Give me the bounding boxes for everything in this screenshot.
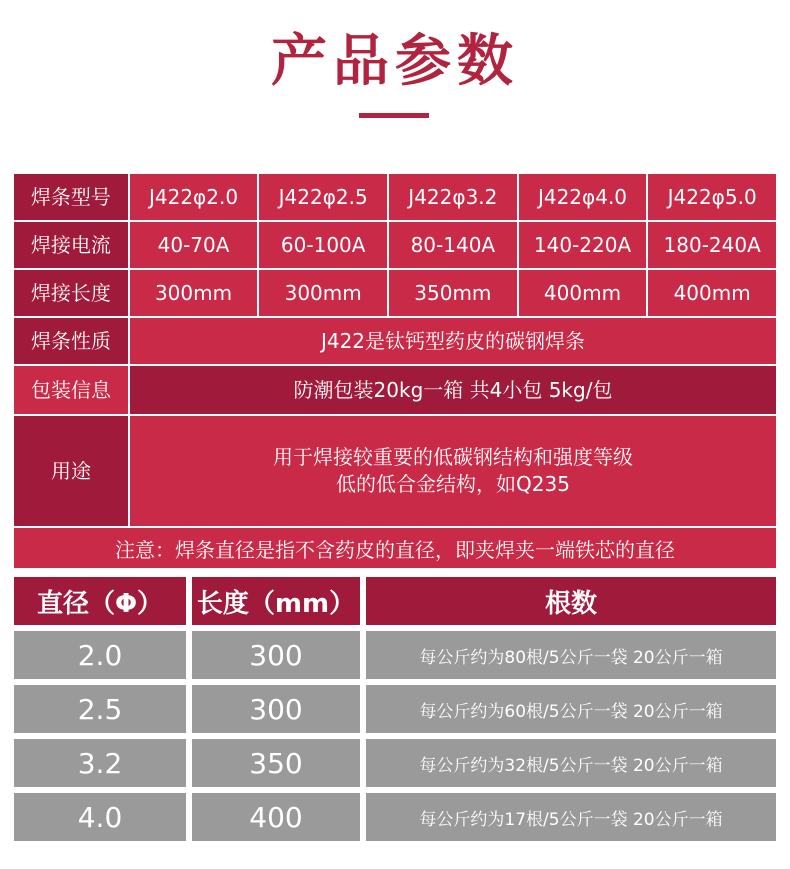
- length-cell: 350: [192, 739, 360, 787]
- model-value: J422φ3.2: [389, 174, 517, 220]
- model-value: J422φ2.5: [259, 174, 387, 220]
- model-value: J422φ2.0: [130, 174, 258, 220]
- spec-table: [14, 174, 776, 568]
- count-cell: 每公斤约为60根/5公斤一袋 20公斤一箱: [366, 685, 776, 733]
- spec-row-model: [14, 174, 776, 220]
- col-header-count: 根数: [366, 577, 776, 625]
- usage-label: 用途: [14, 416, 128, 526]
- current-value: 140-220A: [519, 222, 647, 268]
- length-value: 300mm: [259, 270, 387, 316]
- table-row: [14, 793, 776, 841]
- nature-value: J422是钛钙型药皮的碳钢焊条: [130, 318, 776, 364]
- count-cell: 每公斤约为32根/5公斤一袋 20公斤一箱: [366, 739, 776, 787]
- usage-value: [130, 416, 776, 526]
- table-row: [14, 685, 776, 733]
- current-value: 60-100A: [259, 222, 387, 268]
- title-underline: [359, 113, 429, 118]
- spec-row-usage: [14, 416, 776, 526]
- length-label: 焊接长度: [14, 270, 128, 316]
- current-value: 80-140A: [389, 222, 517, 268]
- usage-line: 用于焊接较重要的低碳钢结构和强度等级: [273, 445, 633, 469]
- length-cell: 300: [192, 631, 360, 679]
- length-value: 350mm: [389, 270, 517, 316]
- current-value: 40-70A: [130, 222, 258, 268]
- col-header-length: 长度（mm）: [192, 577, 360, 625]
- spec-row-package: [14, 366, 776, 414]
- current-label: 焊接电流: [14, 222, 128, 268]
- length-value: 400mm: [519, 270, 647, 316]
- length-cell: 400: [192, 793, 360, 841]
- diameter-cell: 3.2: [14, 739, 186, 787]
- model-value: J422φ4.0: [519, 174, 647, 220]
- table-row: [14, 739, 776, 787]
- count-cell: 每公斤约为80根/5公斤一袋 20公斤一箱: [366, 631, 776, 679]
- col-header-diameter: 直径（Φ）: [14, 577, 186, 625]
- count-table: [14, 577, 776, 841]
- current-value: 180-240A: [648, 222, 776, 268]
- length-value: 300mm: [130, 270, 258, 316]
- usage-line: 低的低合金结构，如Q235: [336, 472, 570, 496]
- spec-row-length: [14, 270, 776, 316]
- diameter-cell: 2.5: [14, 685, 186, 733]
- length-cell: 300: [192, 685, 360, 733]
- count-header-row: [14, 577, 776, 625]
- page-title: 产品参数: [271, 29, 519, 94]
- spec-row-nature: [14, 318, 776, 364]
- package-label: 包装信息: [14, 366, 128, 414]
- spec-row-current: [14, 222, 776, 268]
- note-text: 注意：焊条直径是指不含药皮的直径，即夹焊夹一端铁芯的直径: [14, 528, 776, 568]
- length-value: 400mm: [648, 270, 776, 316]
- diameter-cell: 2.0: [14, 631, 186, 679]
- table-row: [14, 631, 776, 679]
- package-value: 防潮包装20kg一箱 共4小包 5kg/包: [130, 366, 776, 414]
- count-cell: 每公斤约为17根/5公斤一袋 20公斤一箱: [366, 793, 776, 841]
- diameter-cell: 4.0: [14, 793, 186, 841]
- model-value: J422φ5.0: [648, 174, 776, 220]
- model-label: 焊条型号: [14, 174, 128, 220]
- nature-label: 焊条性质: [14, 318, 128, 364]
